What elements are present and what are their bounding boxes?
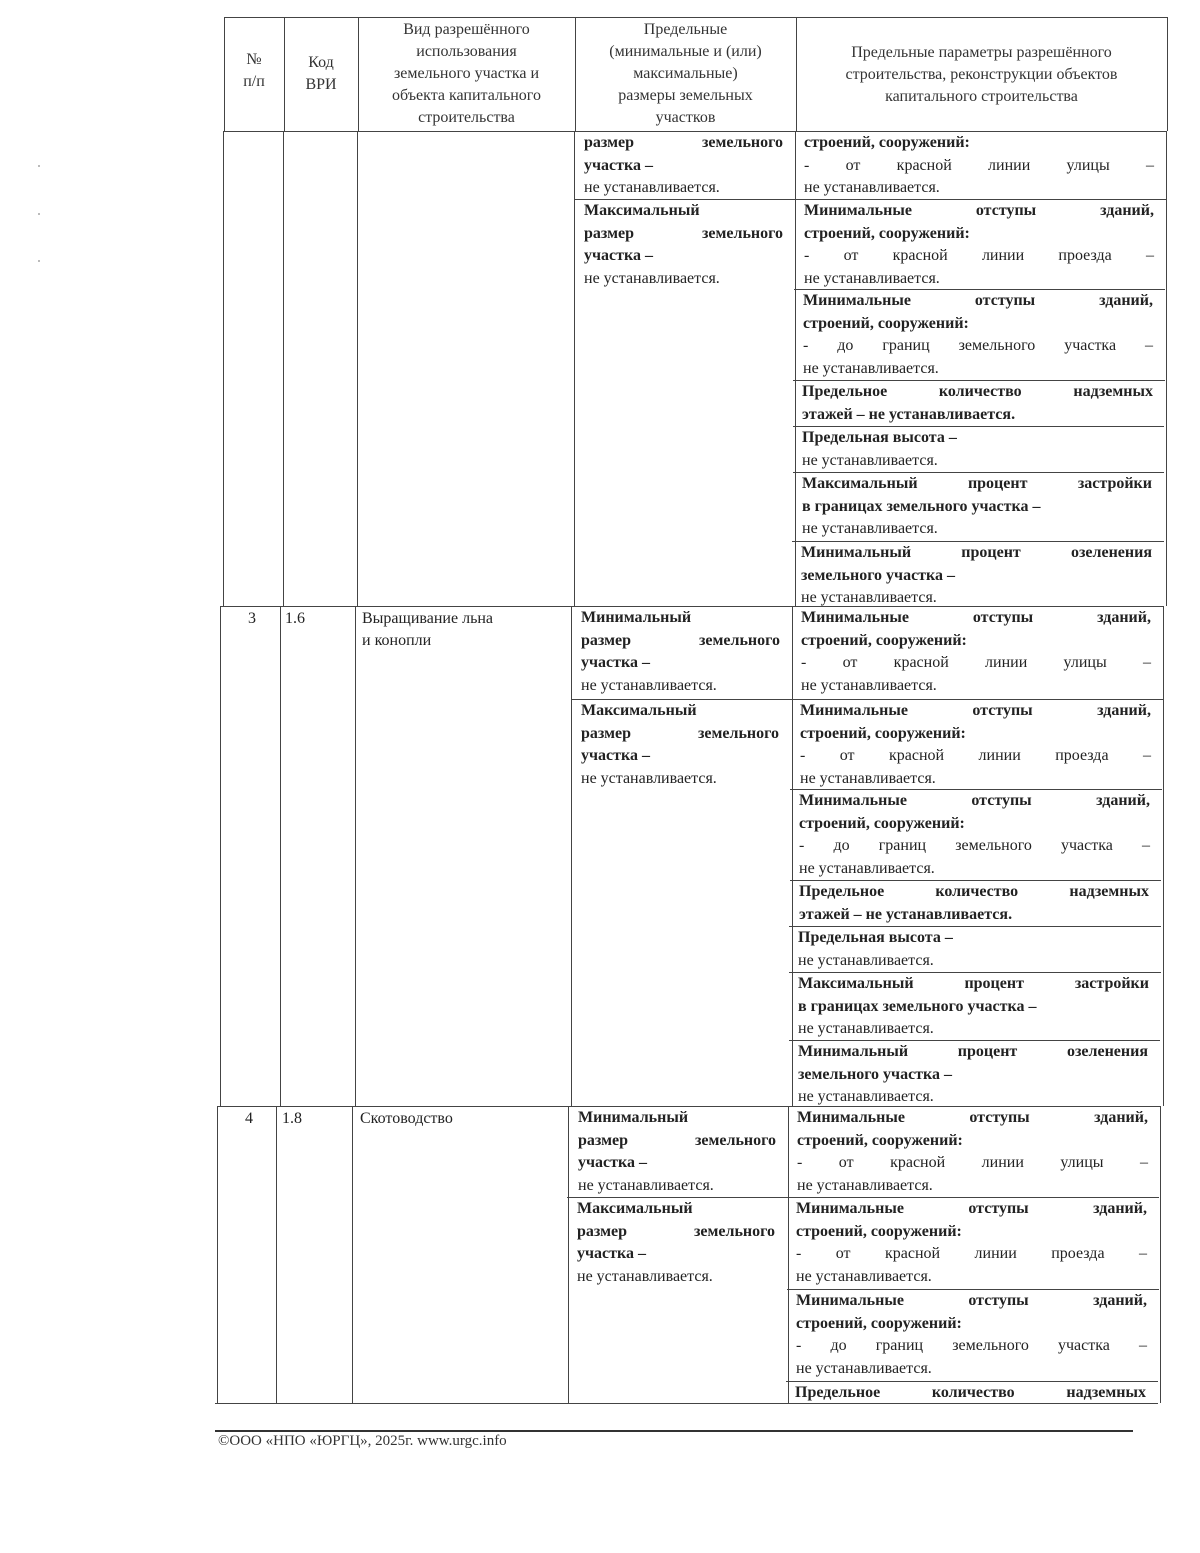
- cell-line: не устанавливается.: [796, 1268, 932, 1286]
- build-param-cell: [799, 881, 1149, 926]
- cell-line: Минимальные отступы зданий,: [800, 702, 1151, 719]
- cell-line: [802, 404, 1153, 427]
- row-code: 1.8: [282, 1110, 302, 1127]
- table-border-vertical: [574, 131, 575, 606]
- table-border-vertical: [1163, 606, 1164, 1106]
- cell-line: Предельная высота –: [798, 929, 953, 946]
- scan-speck: [38, 165, 40, 167]
- build-param-cell: [802, 381, 1153, 426]
- header-line: строительства: [418, 109, 515, 126]
- cell-line: - от красной линии улицы –: [801, 654, 1151, 672]
- header-line: (минимальные и (или): [609, 43, 762, 60]
- header-plot-size: [575, 19, 796, 129]
- cell-line: Максимальный: [584, 202, 700, 219]
- cell-line: строений, сооружений:: [796, 1222, 962, 1240]
- build-param-cell: [796, 1290, 1147, 1381]
- cell-line: Минимальные отступы зданий,: [796, 1292, 1147, 1309]
- cell-line: - от красной линии улицы –: [804, 156, 1154, 174]
- build-param-cell: [801, 607, 1151, 698]
- cell-line: Максимальный: [577, 1200, 693, 1217]
- table-border-vertical: [1160, 1106, 1161, 1403]
- use-name-line: и конопли: [362, 632, 432, 649]
- cell-line: Минимальные отступы зданий,: [797, 1109, 1148, 1126]
- table-border-vertical: [357, 131, 358, 606]
- cell-line: не устанавливается.: [803, 360, 939, 378]
- cell-line: Минимальные отступы зданий,: [796, 1200, 1147, 1217]
- cell-line: размер земельного: [584, 134, 783, 151]
- cell-line: Предельная высота –: [802, 429, 957, 446]
- plot-size-cell: [584, 132, 783, 200]
- cell-line: не устанавливается.: [799, 860, 935, 878]
- cell-line: не устанавливается.: [798, 1020, 934, 1038]
- header-line: капитального строительства: [885, 88, 1078, 105]
- cell-line: участка –: [581, 747, 650, 765]
- build-param-cell: [803, 290, 1153, 381]
- cell-line: не устанавливается.: [801, 589, 937, 607]
- row-use-name: [362, 608, 493, 652]
- cell-line: не устанавливается.: [584, 270, 720, 288]
- table-border-vertical: [568, 1106, 569, 1403]
- header-line: ВРИ: [305, 76, 337, 93]
- table-border-vertical: [795, 131, 796, 606]
- header-line: строительства, реконструкции объектов: [845, 66, 1118, 83]
- table-border-vertical: [280, 606, 281, 1106]
- cell-line: строений, сооружений:: [796, 1314, 962, 1332]
- cell-line: размер земельного: [584, 224, 783, 242]
- cell-line: Минимальные отступы зданий,: [803, 292, 1153, 309]
- table-border-vertical: [276, 1106, 277, 1403]
- build-param-cell: [800, 700, 1151, 791]
- cell-line-text: этажей – не устанавливается.: [802, 405, 1016, 423]
- cell-line: размер земельного: [581, 724, 779, 742]
- table-border-vertical: [355, 606, 356, 1106]
- cell-line: Предельное количество надземных: [795, 1384, 1146, 1401]
- header-line: п/п: [243, 73, 265, 90]
- build-param-cell: [796, 1198, 1147, 1289]
- build-param-cell: [798, 973, 1149, 1041]
- footer-rule: [215, 1430, 1133, 1432]
- cell-line: не устанавливается.: [796, 1360, 932, 1378]
- build-param-cell: [804, 132, 1154, 200]
- cell-line: Минимальный процент озеленения: [801, 544, 1152, 561]
- plot-size-cell: [581, 700, 779, 791]
- cell-line: Минимальный: [581, 609, 692, 626]
- cell-line: - до границ земельного участка –: [799, 837, 1150, 855]
- cell-line: Минимальные отступы зданий,: [801, 609, 1151, 626]
- header-line: использования: [416, 43, 517, 60]
- cell-line: Предельное количество надземных: [799, 883, 1149, 900]
- header-line: участков: [655, 109, 716, 126]
- table-border-vertical: [1167, 17, 1168, 131]
- cell-line: не устанавливается.: [584, 179, 720, 197]
- cell-line: Минимальный процент озеленения: [798, 1043, 1148, 1060]
- header-use-type: [358, 19, 575, 129]
- header-build-params: [796, 42, 1167, 108]
- cell-line: Минимальные отступы зданий,: [804, 202, 1154, 219]
- header-line: Предельные: [643, 21, 728, 38]
- table-border-vertical: [352, 1106, 353, 1403]
- cell-line: земельного участка –: [801, 566, 956, 584]
- cell-line: не устанавливается.: [798, 951, 934, 969]
- cell-line: строений, сооружений:: [804, 134, 970, 151]
- cell-line: строений, сооружений:: [803, 314, 969, 332]
- plot-size-cell: [578, 1107, 776, 1198]
- copyright-footer: ©ООО «НПО «ЮРГЦ», 2025г. www.urgc.info: [218, 1433, 507, 1449]
- cell-line: - до границ земельного участка –: [796, 1337, 1147, 1355]
- cell-line: участка –: [584, 247, 653, 265]
- header-line: объекта капитального: [392, 87, 541, 104]
- cell-line: не устанавливается.: [578, 1177, 714, 1195]
- cell-line: не устанавливается.: [804, 270, 940, 288]
- row-number: 3: [248, 610, 256, 627]
- cell-line: не устанавливается.: [798, 1088, 934, 1106]
- header-line: максимальные): [633, 65, 738, 82]
- build-param-cell: [801, 542, 1152, 610]
- build-param-cell: [799, 790, 1150, 881]
- cell-line: не устанавливается.: [802, 451, 938, 469]
- row-use-name: [360, 1108, 453, 1130]
- cell-line: не устанавливается.: [801, 677, 937, 695]
- cell-line: не устанавливается.: [797, 1177, 933, 1195]
- cell-line: в границах земельного участка –: [798, 997, 1037, 1015]
- table-border-vertical: [1166, 131, 1167, 606]
- header-line: Код: [308, 54, 334, 71]
- cell-line: размер земельного: [577, 1222, 775, 1240]
- plot-size-cell: [581, 607, 780, 698]
- use-name-line: Скотоводство: [360, 1110, 453, 1127]
- scan-speck: [38, 260, 40, 262]
- cell-line: строений, сооружений:: [801, 631, 967, 649]
- table-border-horizontal: [224, 17, 1167, 18]
- table-border-vertical: [223, 131, 224, 606]
- cell-line: строений, сооружений:: [804, 224, 970, 242]
- cell-line: не устанавливается.: [581, 770, 717, 788]
- table-border-vertical: [283, 131, 284, 606]
- cell-line: участка –: [584, 156, 653, 174]
- cell-line: не устанавливается.: [804, 179, 940, 197]
- cell-line: не устанавливается.: [577, 1268, 713, 1286]
- header-code: [284, 52, 358, 96]
- cell-line: не устанавливается.: [802, 520, 938, 538]
- scan-speck: [38, 213, 40, 215]
- cell-line: земельного участка –: [798, 1065, 953, 1083]
- row-code: 1.6: [285, 610, 305, 627]
- cell-line-text: этажей – не устанавливается.: [799, 905, 1013, 923]
- cell-line: Минимальный: [578, 1109, 689, 1126]
- header-number: [224, 49, 284, 93]
- cell-line: - от красной линии проезда –: [804, 247, 1154, 265]
- cell-line: [799, 904, 1149, 927]
- cell-line: не устанавливается.: [800, 770, 936, 788]
- build-param-cell: [804, 200, 1154, 291]
- table-border-vertical: [788, 1106, 789, 1403]
- cell-line: не устанавливается.: [581, 677, 717, 695]
- cell-line: строений, сооружений:: [800, 724, 966, 742]
- cell-line: - от красной линии улицы –: [797, 1154, 1148, 1172]
- build-param-cell: [798, 1041, 1148, 1109]
- build-param-cell: [802, 473, 1152, 541]
- cell-line: Минимальные отступы зданий,: [799, 792, 1150, 809]
- header-line: земельного участка и: [393, 65, 540, 82]
- table-border-vertical: [217, 1106, 218, 1403]
- cell-line: Предельное количество надземных: [802, 383, 1153, 400]
- cell-line: Максимальный процент застройки: [802, 475, 1152, 492]
- build-param-cell: [802, 427, 1152, 472]
- cell-line: - от красной линии проезда –: [796, 1245, 1147, 1263]
- build-param-cell: [795, 1382, 1146, 1405]
- build-param-cell: [797, 1107, 1148, 1198]
- cell-line: Максимальный: [581, 702, 697, 719]
- cell-line: участка –: [581, 654, 650, 672]
- table-border-vertical: [792, 606, 793, 1106]
- cell-line: строений, сооружений:: [799, 814, 965, 832]
- row-number: 4: [245, 1110, 253, 1127]
- plot-size-cell: [577, 1198, 775, 1289]
- use-name-line: Выращивание льна: [362, 610, 494, 627]
- cell-line: - до границ земельного участка –: [803, 337, 1153, 355]
- cell-line: участка –: [578, 1154, 647, 1172]
- header-line: №: [246, 51, 262, 68]
- cell-line: Максимальный процент застройки: [798, 975, 1149, 992]
- cell-line: в границах земельного участка –: [802, 497, 1041, 515]
- plot-size-cell: [584, 200, 783, 291]
- table-border-vertical: [220, 606, 221, 1106]
- cell-line: участка –: [577, 1245, 646, 1263]
- cell-line: размер земельного: [578, 1131, 776, 1149]
- header-line: Предельные параметры разрешённого: [851, 44, 1112, 61]
- header-line: размеры земельных: [618, 87, 753, 104]
- build-param-cell: [798, 927, 1149, 972]
- cell-line: - от красной линии проезда –: [800, 747, 1151, 765]
- table-border-vertical: [571, 606, 572, 1106]
- header-line: Вид разрешённого: [403, 21, 530, 38]
- cell-line: строений, сооружений:: [797, 1131, 963, 1149]
- cell-line: размер земельного: [581, 631, 780, 649]
